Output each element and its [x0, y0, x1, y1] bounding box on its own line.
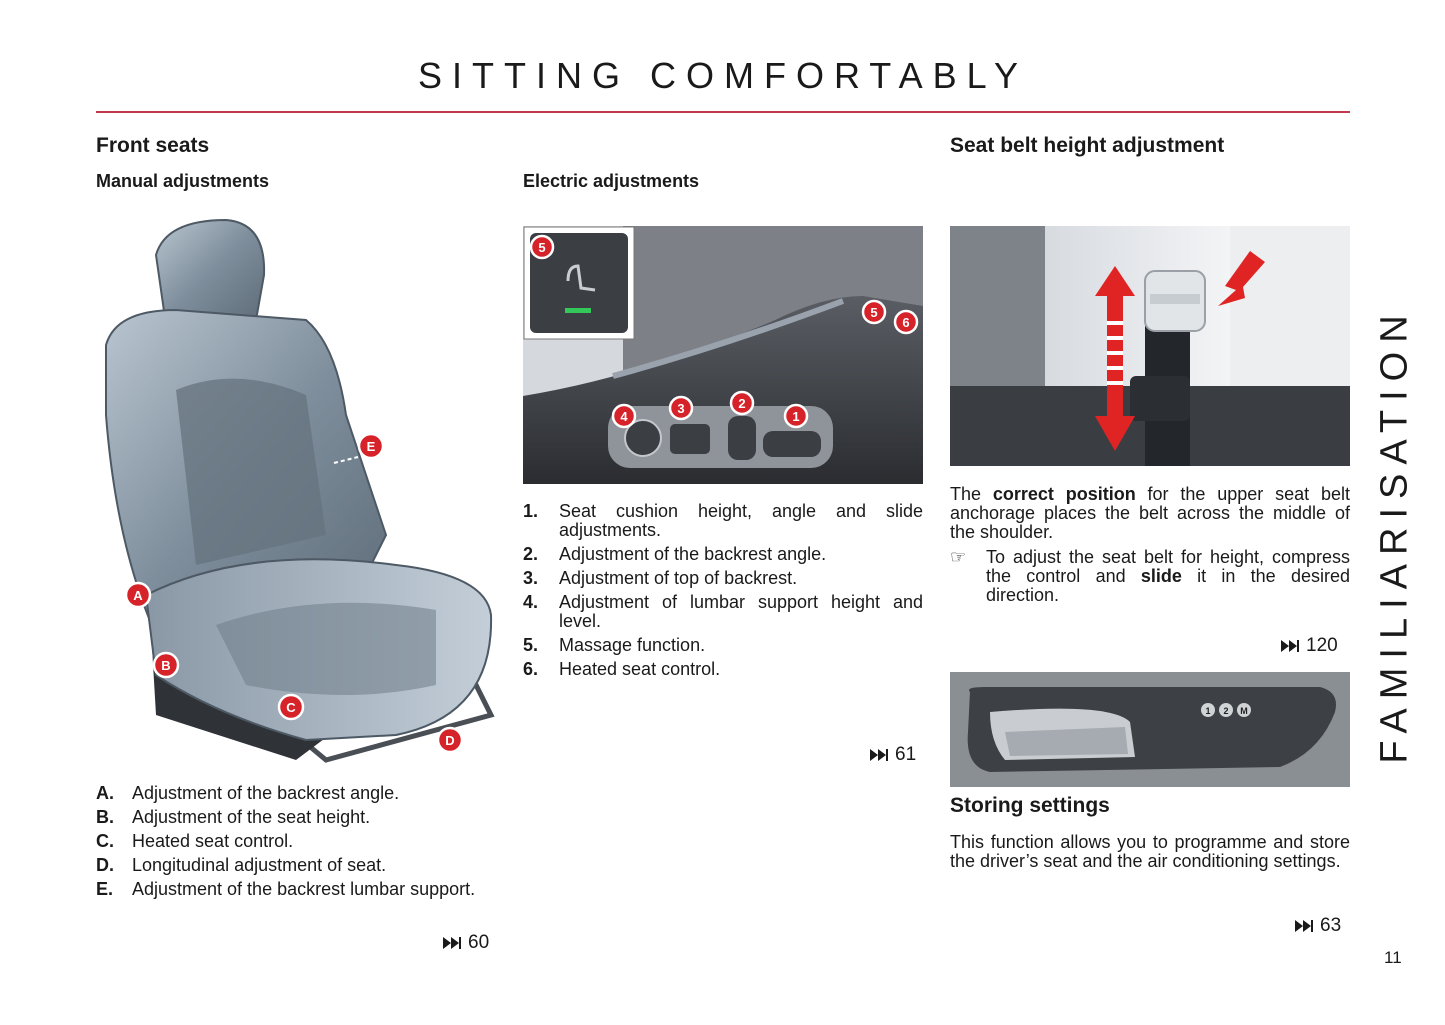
- memory-button-1: [1201, 703, 1215, 717]
- manual-seat-illustration: [96, 215, 496, 775]
- list-item: C. Heated seat control.: [96, 831, 294, 851]
- seat-label-b: [154, 653, 178, 677]
- front-seats-heading: Front seats: [96, 134, 210, 157]
- svg-text:6: 6: [902, 315, 910, 330]
- list-item: B. Adjustment of the seat height.: [96, 807, 371, 827]
- svg-text:A: A: [133, 588, 143, 603]
- seat-label-c: [279, 695, 303, 719]
- seat-label-e: [359, 434, 383, 458]
- electric-label-5-inset: [531, 236, 553, 258]
- pointing-hand-icon: ☞: [950, 547, 967, 567]
- seat-label-d: [438, 728, 462, 752]
- svg-text:E: E: [366, 439, 376, 454]
- skip-forward-icon: [869, 748, 889, 762]
- svg-text:1: 1: [1205, 706, 1211, 716]
- list-item: E. Adjustment of the backrest lumbar support.: [96, 879, 476, 899]
- seat-belt-photo: [950, 226, 1350, 466]
- list-item: 5. Massage function.: [523, 635, 706, 655]
- page-number: 11: [1384, 948, 1402, 967]
- electric-label-4: [613, 405, 635, 427]
- electric-adjustments-heading: Electric adjustments: [523, 171, 700, 191]
- seat-belt-description: The correct position for the upper seat belt anchorage places the belt across the middle of the shoulder.: [950, 484, 1350, 542]
- page-ref-storing[interactable]: 63: [1294, 915, 1341, 937]
- storing-settings-heading: Storing settings: [950, 794, 1110, 817]
- electric-controls-photo: [523, 226, 923, 484]
- svg-text:5: 5: [870, 305, 878, 320]
- memory-button-2: [1219, 703, 1233, 717]
- page-title: SITTING COMFORTABLY: [417, 55, 1029, 96]
- svg-text:1: 1: [792, 409, 800, 424]
- skip-forward-icon: [442, 936, 462, 950]
- svg-text:5: 5: [538, 240, 546, 255]
- svg-text:3: 3: [677, 401, 685, 416]
- seat-label-a: [126, 583, 150, 607]
- seat-belt-heading: Seat belt height adjustment: [950, 134, 1225, 157]
- skip-forward-icon: [1280, 639, 1300, 653]
- list-item: 6. Heated seat control.: [523, 659, 721, 679]
- svg-text:4: 4: [620, 409, 628, 424]
- list-item: 2. Adjustment of the backrest angle.: [523, 544, 827, 564]
- memory-buttons-photo: [950, 672, 1350, 787]
- electric-label-3: [670, 397, 692, 419]
- electric-adjustments-list: [523, 502, 923, 684]
- page-ref-seat-belt[interactable]: 120: [1280, 635, 1338, 657]
- list-item: A. Adjustment of the backrest angle.: [96, 783, 400, 803]
- svg-text:M: M: [1240, 706, 1248, 716]
- skip-forward-icon: [1294, 919, 1314, 933]
- list-item: 1. Seat cushion height, angle and slide adjustments.: [523, 501, 923, 540]
- manual-adjustments-list: [96, 784, 496, 904]
- svg-text:2: 2: [1223, 706, 1229, 716]
- svg-text:C: C: [286, 700, 296, 715]
- title-divider: [96, 111, 1350, 113]
- memory-button-m: [1237, 703, 1251, 717]
- manual-adjustments-heading: Manual adjustments: [96, 171, 270, 191]
- svg-text:2: 2: [738, 396, 746, 411]
- electric-label-5: [863, 301, 885, 323]
- svg-text:D: D: [445, 733, 455, 748]
- electric-label-2: [731, 392, 753, 414]
- electric-label-1: [785, 405, 807, 427]
- list-item: D. Longitudinal adjustment of seat.: [96, 855, 387, 875]
- seat-belt-tip: ☞ To adjust the seat belt for height, compress the control and slide it in the desired direction.: [950, 547, 1350, 605]
- page-ref-electric[interactable]: 61: [869, 744, 916, 766]
- section-side-label: FAMILIARISATION: [1373, 306, 1416, 764]
- list-item: 3. Adjustment of top of backrest.: [523, 568, 798, 588]
- electric-label-6: [895, 311, 917, 333]
- storing-settings-text: This function allows you to programme and store the driver’s seat and the air conditioning settings.: [950, 832, 1350, 871]
- list-item: 4. Adjustment of lumbar support height and level.: [523, 592, 923, 631]
- page-ref-manual[interactable]: 60: [442, 932, 489, 954]
- svg-text:B: B: [161, 658, 171, 673]
